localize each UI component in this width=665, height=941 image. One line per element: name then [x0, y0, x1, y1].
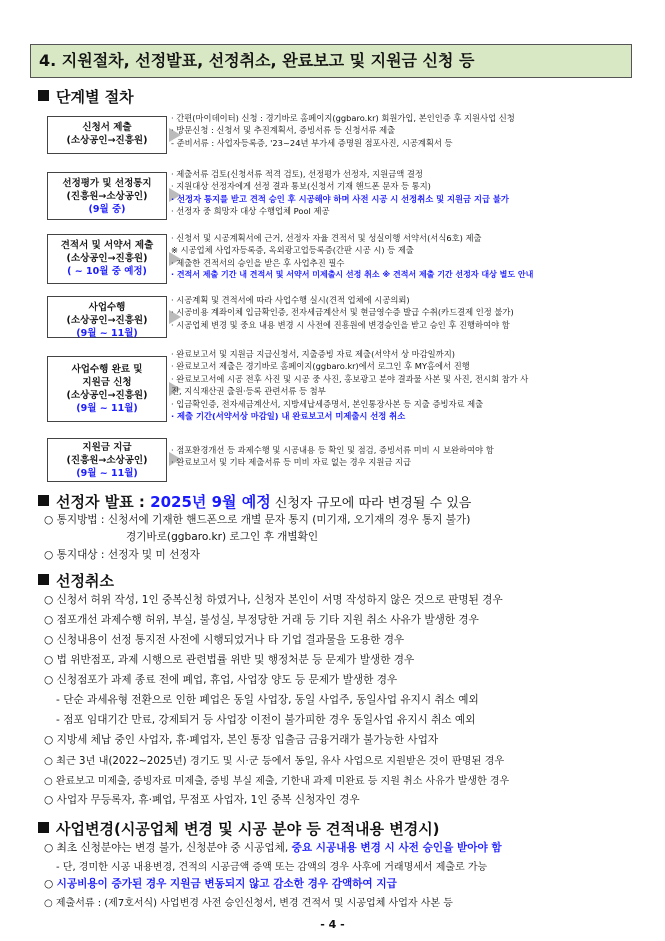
step-application	[47, 110, 624, 162]
cancel-line: ○ 지방세 체납 중인 사업자, 휴·폐업자, 본인 통장 입출금 금융거래가 불가능한 사업자	[44, 734, 439, 746]
page-number: - 4 -	[320, 918, 345, 931]
notify-method-2: 경기바로(ggbaro.kr) 로그인 후 개별확인	[126, 531, 319, 543]
cancel-line: ○ 신청점포가 과제 종료 전에 폐업, 휴업, 사업장 양도 등 문제가 발생한 경우	[44, 674, 398, 686]
step-title: 지원금 지급	[82, 442, 132, 453]
step-actor: (소상공인→진흥원)	[66, 253, 148, 264]
step-quotation	[47, 230, 624, 288]
change-line	[44, 876, 397, 891]
cancel-line-sub: - 단순 과세유형 전환으로 인한 폐업은 동일 사업장, 동일 사업주, 동일사업 유지시 취소 예외	[56, 694, 479, 706]
step-actor: (진흥원→소상공인)	[66, 191, 148, 202]
step-items	[171, 348, 620, 422]
change-line	[44, 840, 502, 855]
step-title: 사업수행 완료 및	[71, 364, 143, 375]
step-actor: (소상공인→진흥원)	[66, 390, 148, 401]
cancel-line: ○ 점포개선 과제수행 허위, 부실, 불성실, 부정당한 거래 등 기타 지원 취소 사유가 발생한 경우	[44, 614, 479, 626]
cancel-line: ○ 신청서 허위 작성, 1인 중복신청 하였거나, 신청자 본인이 서명 작성하지 않은 것으로 판명된 경우	[44, 594, 503, 606]
step-title: 신청서 제출	[82, 122, 132, 133]
step-completion	[47, 346, 624, 432]
step-item: ※ 시공업체 사업자등록증, 옥외광고업등록증(간판 시공 시) 등 제출	[171, 245, 414, 256]
step-item: · 완료보고서 제출은 경기바로 홈페이지(ggbaro.kr)에서 로그인 후 MY홈에서 진행	[171, 361, 470, 372]
change-line-emphasis: 중요 시공내용 변경 시 사전 승인을 받아야 함	[291, 842, 502, 854]
step-item: · 선정자 중 희망자 대상 수행업체 Pool 제공	[171, 206, 330, 217]
step-box	[47, 296, 167, 338]
square-bullet-icon	[38, 90, 49, 101]
step-title: 사업수행	[88, 302, 126, 313]
cancel-heading: 선정취소	[38, 570, 114, 591]
square-bullet-icon	[38, 495, 49, 506]
announce-heading: 선정자 발표 : 2025년 9월 예정 신청자 규모에 따라 변경될 수 있음	[38, 491, 471, 512]
cancel-line: ○ 사업자 무등록자, 휴·폐업, 무점포 사업자, 1인 중복 신청자인 경우	[44, 794, 360, 806]
step-item: · 제출한 견적서의 승인을 받은 후 사업추진 필수	[171, 257, 345, 268]
step-item: · 입금확인증, 전자세금계산서, 지방세납세증명서, 본인통장사본 등 지출 증빙자료 제출	[171, 398, 484, 409]
step-item: · 제출 기간(서약서상 마감일) 내 완료보고서 미제출시 선정 취소	[171, 411, 406, 422]
change-line-text: ○ 최초 신청분야는 변경 불가, 신청분야 중 시공업체,	[44, 842, 292, 854]
change-line: ○ 제출서류 : (제7호서식) 사업변경 사전 승인신청서, 변경 견적서 및 시공업체 사업자 사본 등	[44, 898, 453, 909]
step-items	[171, 112, 620, 149]
notify-method: ○ 통지방법 : 신청서에 기재한 핸드폰으로 개별 문자 통지 (미기재, 오기재의 경우 통지 불가)	[44, 514, 471, 526]
step-item: · 점포환경개선 등 과제수행 및 시공내용 등 확인 및 점검, 증빙서류 미비 시 보완하여야 함	[171, 445, 494, 455]
step-box	[47, 116, 167, 154]
step-items	[171, 232, 620, 282]
step-title-2: 지원금 신청	[82, 377, 132, 388]
step-selection	[47, 166, 624, 226]
step-item: - 준비서류 : 사업자등록증, '23~24년 부가세 증명원 점포사진, 시공계획서 등	[171, 137, 453, 148]
cancel-line: ○ 최근 3년 내(2022~2025년) 경기도 및 시·군 등에서 동일, 유사 사업으로 지원받은 것이 판명된 경우	[44, 756, 505, 767]
step-item: · 시공계획 및 견적서에 따라 사업수행 실시(견적 업체에 시공의뢰)	[171, 295, 410, 305]
step-item: · 선정자 통지를 받고 견적 승인 후 시공해야 하며 사전 시공 시 선정취소 및 지원금 지급 불가	[171, 193, 509, 204]
procedure-heading: 단계별 절차	[38, 86, 134, 107]
step-actor: (소상공인→진흥원)	[66, 135, 148, 146]
announce-note: 신청자 규모에 따라 변경될 수 있음	[270, 496, 472, 511]
step-item: · 제출서류 검토(신청서류 적격 검토), 선정평가 선정자, 지원금액 결정	[171, 169, 423, 179]
step-period: (9월 ~ 11월)	[76, 468, 138, 479]
step-actor: (소상공인→진흥원)	[66, 315, 148, 326]
step-items	[171, 168, 620, 218]
step-item: · 간편(마이데이터) 신청 : 경기바로 홈페이지(ggbaro.kr) 회원가입, 본인인증 후 지원사업 신청	[171, 113, 515, 123]
step-item: · 완료보고서 및 지원금 지급신청서, 지출증빙 자료 제출(서약서 상 마감일까지)	[171, 349, 455, 359]
cancel-line: ○ 법 위반점포, 과제 시행으로 관련법률 위반 및 행정처분 등 문제가 발생한 경우	[44, 654, 415, 666]
step-item: · 시공비용 계좌이체 입금확인증, 전자세금계산서 및 현금영수증 발급 수취(카드결제 인정 불가)	[171, 307, 514, 318]
step-item: 진, 지식재산권 출원·등록 관련서류 등 첨부	[171, 386, 326, 397]
cancel-line: ○ 신청내용이 선정 통지전 사전에 시행되었거나 타 기업 결과물을 도용한 경우	[44, 634, 405, 646]
change-line-sub: - 단, 경미한 시공 내용변경, 견적의 시공금액 증액 또는 감액의 경우 사후에 거래명세서 제출로 가능	[56, 862, 488, 873]
step-period: (9월 중)	[88, 204, 126, 215]
step-item: · 완료보고서에 시공 전후 사진 및 시공 중 사진, 홍보광고 분야 결과물 사본 및 사진, 전시회 참가 사	[171, 373, 529, 384]
square-bullet-icon	[38, 822, 49, 833]
step-item: · 견적서 제출 기간 내 견적서 및 서약서 미제출시 선정 취소 ※ 견적서 제출 기간 선정자 대상 별도 안내	[171, 270, 534, 280]
step-item: · 지원대상 선정자에게 선정 결과 통보(신청서 기재 핸드폰 문자 등 통지)	[171, 181, 431, 192]
step-items	[171, 444, 620, 469]
step-item: · 신청서 및 시공계획서에 근거, 선정자 자율 견적서 및 성실이행 서약서(서식6호) 제출	[171, 233, 482, 243]
step-period: (9월 ~ 11월)	[76, 328, 138, 339]
square-bullet-icon	[38, 574, 49, 585]
step-items	[171, 294, 620, 331]
step-box	[47, 356, 167, 422]
step-title: 선정평가 및 선정통지	[62, 178, 152, 189]
step-box	[47, 438, 167, 482]
step-period: (9월 ~ 11월)	[76, 403, 138, 414]
step-item: · 완료보고서 및 기타 제출서류 등 미비 자료 없는 경우 지원금 지급	[171, 457, 412, 468]
change-heading: 사업변경(시공업체 변경 및 시공 분야 등 견적내용 변경시)	[38, 818, 440, 839]
step-actor: (진흥원→소상공인)	[66, 455, 148, 466]
step-title: 견적서 및 서약서 제출	[60, 240, 154, 251]
section-title: 4. 지원절차, 선정발표, 선정취소, 완료보고 및 지원금 신청 등	[30, 44, 632, 78]
notify-target: ○ 통지대상 : 선정자 및 미 선정자	[44, 549, 200, 561]
cancel-line-sub: - 점포 임대기간 만료, 강제퇴거 등 사업장 이전이 불가피한 경우 동일사업 유지시 취소 예외	[56, 714, 476, 726]
step-period: ( ~ 10월 중 예정)	[67, 266, 147, 277]
step-payment	[47, 436, 624, 484]
step-item: · 방문신청 : 신청서 및 추진계획서, 증빙서류 등 신청서류 제출	[171, 125, 396, 136]
step-execution	[47, 292, 624, 342]
cancel-line: ○ 완료보고 미제출, 증빙자료 미제출, 증빙 부실 제출, 기한내 과제 미완료 등 지원 취소 사유가 발생한 경우	[44, 776, 510, 787]
step-box	[47, 234, 167, 284]
step-item: · 시공업체 변경 및 중요 내용 변경 시 사전에 진흥원에 변경승인을 받고 승인 후 진행하여야 함	[171, 319, 510, 330]
change-line-text: ○	[44, 878, 57, 890]
announce-date: 2025년 9월 예정	[150, 493, 271, 511]
step-box	[47, 172, 167, 220]
change-line-emphasis: 시공비용이 증가된 경우 지원금 변동되지 않고 감소한 경우 감액하여 지급	[56, 878, 397, 890]
